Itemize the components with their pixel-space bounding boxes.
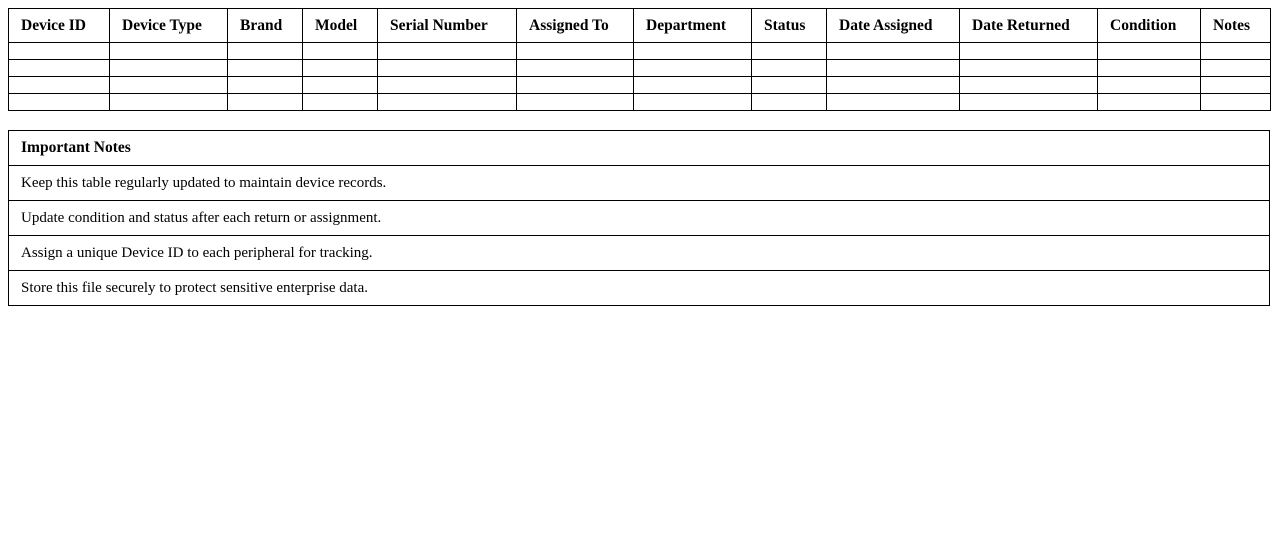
- table-cell[interactable]: [960, 43, 1098, 60]
- table-cell[interactable]: [827, 43, 960, 60]
- table-cell[interactable]: [110, 77, 228, 94]
- table-cell[interactable]: [1201, 77, 1271, 94]
- table-cell[interactable]: [303, 94, 378, 111]
- table-cell[interactable]: [9, 94, 110, 111]
- column-header-notes: Notes: [1201, 9, 1271, 43]
- table-cell[interactable]: [960, 94, 1098, 111]
- table-cell[interactable]: [110, 94, 228, 111]
- table-cell[interactable]: [378, 60, 517, 77]
- table-cell[interactable]: [752, 60, 827, 77]
- table-cell[interactable]: [228, 94, 303, 111]
- table-cell[interactable]: [827, 77, 960, 94]
- table-cell[interactable]: [378, 94, 517, 111]
- table-cell[interactable]: [752, 94, 827, 111]
- table-cell[interactable]: [1098, 43, 1201, 60]
- table-cell[interactable]: [303, 43, 378, 60]
- table-cell[interactable]: [110, 43, 228, 60]
- note-item: Update condition and status after each return or assignment.: [9, 201, 1270, 236]
- table-cell[interactable]: [752, 43, 827, 60]
- table-cell[interactable]: [752, 77, 827, 94]
- table-cell[interactable]: [517, 77, 634, 94]
- table-cell[interactable]: [228, 60, 303, 77]
- column-header-device-type: Device Type: [110, 9, 228, 43]
- table-cell[interactable]: [517, 94, 634, 111]
- table-cell[interactable]: [960, 60, 1098, 77]
- important-notes-table: [8, 130, 1270, 306]
- table-cell[interactable]: [1098, 94, 1201, 111]
- table-row: [9, 60, 1271, 77]
- table-cell[interactable]: [960, 77, 1098, 94]
- table-cell[interactable]: [303, 60, 378, 77]
- table-cell[interactable]: [634, 43, 752, 60]
- table-cell[interactable]: [378, 43, 517, 60]
- table-cell[interactable]: [1201, 94, 1271, 111]
- notes-row: [9, 166, 1270, 201]
- table-cell[interactable]: [517, 43, 634, 60]
- column-header-model: Model: [303, 9, 378, 43]
- table-cell[interactable]: [110, 60, 228, 77]
- table-row: [9, 94, 1271, 111]
- note-item: Assign a unique Device ID to each peripheral for tracking.: [9, 236, 1270, 271]
- device-inventory-table: [8, 8, 1271, 111]
- notes-row: [9, 236, 1270, 271]
- table-cell[interactable]: [634, 94, 752, 111]
- column-header-date-assigned: Date Assigned: [827, 9, 960, 43]
- table-cell[interactable]: [378, 77, 517, 94]
- table-cell[interactable]: [1098, 77, 1201, 94]
- table-row: [9, 43, 1271, 60]
- table-cell[interactable]: [827, 94, 960, 111]
- table-cell[interactable]: [517, 60, 634, 77]
- notes-title: Important Notes: [9, 131, 1270, 166]
- table-cell[interactable]: [827, 60, 960, 77]
- table-cell[interactable]: [9, 43, 110, 60]
- column-header-device-id: Device ID: [9, 9, 110, 43]
- notes-header-row: [9, 131, 1270, 166]
- table-cell[interactable]: [1098, 60, 1201, 77]
- table-cell[interactable]: [9, 77, 110, 94]
- column-header-assigned-to: Assigned To: [517, 9, 634, 43]
- table-row: [9, 77, 1271, 94]
- notes-row: [9, 271, 1270, 306]
- note-item: Store this file securely to protect sensitive enterprise data.: [9, 271, 1270, 306]
- table-cell[interactable]: [303, 77, 378, 94]
- notes-row: [9, 201, 1270, 236]
- column-header-serial-number: Serial Number: [378, 9, 517, 43]
- table-cell[interactable]: [1201, 43, 1271, 60]
- table-cell[interactable]: [9, 60, 110, 77]
- column-header-date-returned: Date Returned: [960, 9, 1098, 43]
- table-cell[interactable]: [634, 60, 752, 77]
- table-body: [9, 43, 1271, 111]
- column-header-department: Department: [634, 9, 752, 43]
- table-header-row: [9, 9, 1271, 43]
- column-header-status: Status: [752, 9, 827, 43]
- column-header-brand: Brand: [228, 9, 303, 43]
- table-cell[interactable]: [228, 43, 303, 60]
- column-header-condition: Condition: [1098, 9, 1201, 43]
- table-cell[interactable]: [634, 77, 752, 94]
- note-item: Keep this table regularly updated to maintain device records.: [9, 166, 1270, 201]
- table-cell[interactable]: [1201, 60, 1271, 77]
- table-cell[interactable]: [228, 77, 303, 94]
